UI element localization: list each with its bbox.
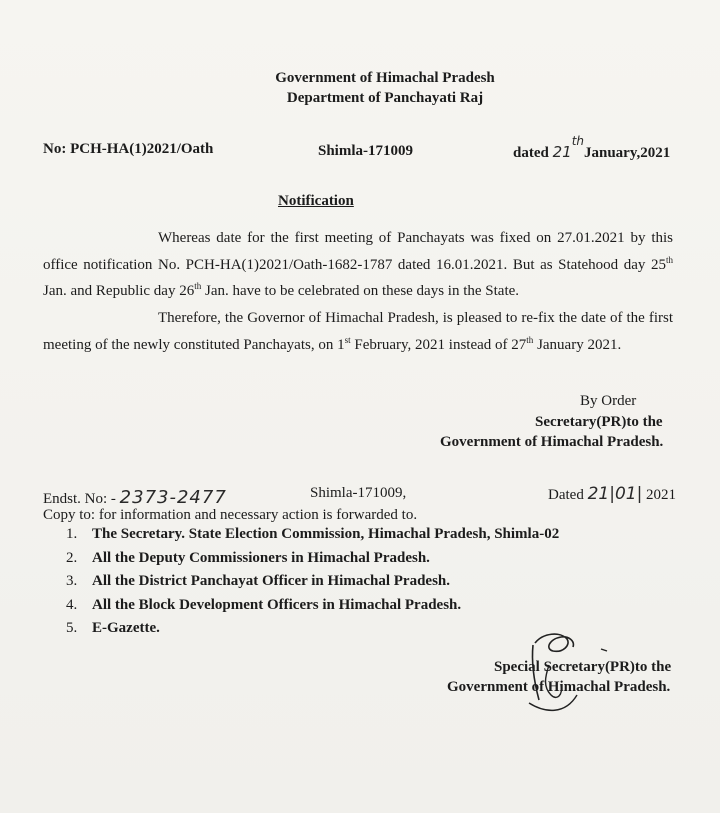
signatory-government-2: Government of Himachal Pradesh. (447, 679, 671, 695)
handwritten-endorsement-date: 21|01| (587, 484, 643, 504)
handwritten-day-suffix: th (571, 134, 584, 148)
handwritten-day: 21 (552, 143, 572, 161)
by-order: By Order (580, 393, 637, 409)
distribution-list (66, 526, 559, 644)
endorsement-number: Endst. No: - 2373-2477 (43, 487, 227, 508)
notification-paragraph-2: Therefore, the Governor of Himachal Pradesh, is pleased to re-fix the date of the first meeting of the newly constituted Panchayats, on 1st February, 2021 instead of 27th January 2021. (43, 310, 673, 353)
reference-place: Shimla-171009 (318, 143, 414, 159)
list-item: 1. The Secretary. State Election Commission, Himachal Pradesh, Shimla-02 (66, 526, 560, 542)
list-item: 3. All the District Panchayat Officer in Himachal Pradesh. (66, 573, 451, 589)
list-item: 5. E-Gazette. (66, 620, 160, 636)
dated-suffix: January,2021 (584, 145, 671, 161)
reference-date (513, 134, 671, 162)
reference-number: No: PCH-HA(1)2021/Oath (43, 141, 214, 157)
list-item: 4. All the Block Development Officers in Himachal Pradesh. (66, 596, 462, 613)
copy-to-line: Copy to: for information and necessary action is forwarded to. (43, 507, 418, 523)
signatory-government-1: Government of Himachal Pradesh. (440, 434, 664, 450)
list-item: 2. All the Deputy Commissioners in Himachal Pradesh. (66, 549, 430, 566)
endorsement-place: Shimla-171009, (310, 485, 407, 501)
signatory-title-1: Secretary(PR)to the (535, 414, 663, 430)
notification-paragraph-1: Whereas date for the first meeting of Panchayats was fixed on 27.01.2021 by this office notification No. PCH-HA(1)2021/Oath-1682-1787 dated 16.01.2021. But as Statehood day 25th Jan. and Republic day 26th Jan. have to be celebrated on these days in the State. (43, 230, 673, 299)
header-department: Department of Panchayati Raj (286, 90, 484, 106)
endorsement-date: Dated 21|01| 2021 (548, 484, 677, 504)
dated-prefix: dated (513, 145, 549, 161)
signatory-title-2: Special Secretary(PR)to the (494, 659, 672, 675)
header-government: Government of Himachal Pradesh (275, 70, 495, 86)
handwritten-endorsement-number: 2373-2477 (119, 487, 227, 508)
notification-title: Notification (278, 193, 354, 209)
